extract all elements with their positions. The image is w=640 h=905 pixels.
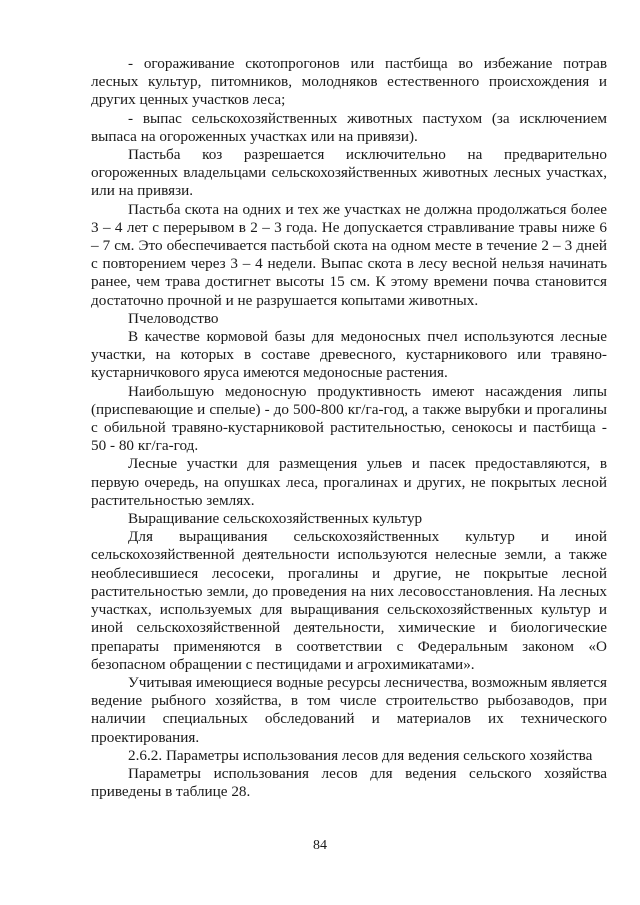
paragraph-herding: - выпас сельскохозяйственных животных пастухом (за исключением выпаса на огороженных участках или на привязи). xyxy=(91,109,607,145)
paragraph-fish-farming: Учитывая имеющиеся водные ресурсы лесничества, возможным является ведение рыбного хозяйства, в том числе строительство рыбозаводов, при наличии специальных обследований и материалов их технического проектирования. xyxy=(91,673,607,746)
paragraph-fencing: - огораживание скотопрогонов или пастбища во избежание потрав лесных культур, питомников, молодняков естественного происхождения и других ценных участков леса; xyxy=(91,55,607,109)
paragraph-honey-productivity: Наибольшую медоносную продуктивность имеют насаждения липы (приспевающие и спелые) - до 500-800 кг/га-год, а также вырубки и прогалины с обильной травяно-кустарниковой растительностью, сенокосы и пастбища - 50 - 80 кг/га-год. xyxy=(91,382,607,455)
paragraph-forage-base: В качестве кормовой базы для медоносных пчел используются лесные участки, на которых в составе древесного, кустарникового или травяно-кустарничкового яруса имеются медоносные растения. xyxy=(91,328,607,382)
subsection-title: 2.6.2. Параметры использования лесов для ведения сельского хозяйства xyxy=(128,746,593,764)
page-number: 84 xyxy=(313,838,327,853)
paragraph-table-reference: Параметры использования лесов для ведения сельского хозяйства приведены в таблице 28. xyxy=(91,764,607,801)
heading-beekeeping: Пчеловодство xyxy=(128,309,219,327)
paragraph-grazing-rules: Пастьба скота на одних и тех же участках не должна продолжаться более 3 – 4 лет с перерывом в 2 – 3 года. Не допускается стравливание травы ниже 6 – 7 см. Это обеспечивается пастьбой скота на одном месте в течение 2 – 3 дней с повторением через 3 – 4 недели. Выпас скота в лесу весной нельзя начинать ранее, чем трава достигнет высоты 15 см. К этому времени почва становится достаточно прочной и не разрушается копытами животных. xyxy=(91,200,607,309)
paragraph-apiary-sites: Лесные участки для размещения ульев и пасек предоставляются, в первую очередь, на опушках леса, прогалинах и других, не покрытых лесной растительностью землях. xyxy=(91,455,607,509)
document-body xyxy=(91,55,607,801)
paragraph-crop-lands: Для выращивания сельскохозяйственных культур и иной сельскохозяйственной деятельности используются нелесные земли, а также необлесившиеся лесосеки, прогалины и другие, не покрытые лесной растительностью земли, до проведения на них лесовосстановления. На лесных участках, используемых для выращивания сельскохозяйственных культур и иной сельскохозяйственной деятельности, химические и биологические препараты применяются в соответствии с Федеральным законом «О безопасном обращении с пестицидами и агрохимикатами». xyxy=(91,528,607,673)
heading-crop-growing: Выращивание сельскохозяйственных культур xyxy=(128,510,423,528)
paragraph-goats: Пастьба коз разрешается исключительно на предварительно огороженных владельцами сельскохозяйственных животных лесных участках, или на привязи. xyxy=(91,146,607,200)
